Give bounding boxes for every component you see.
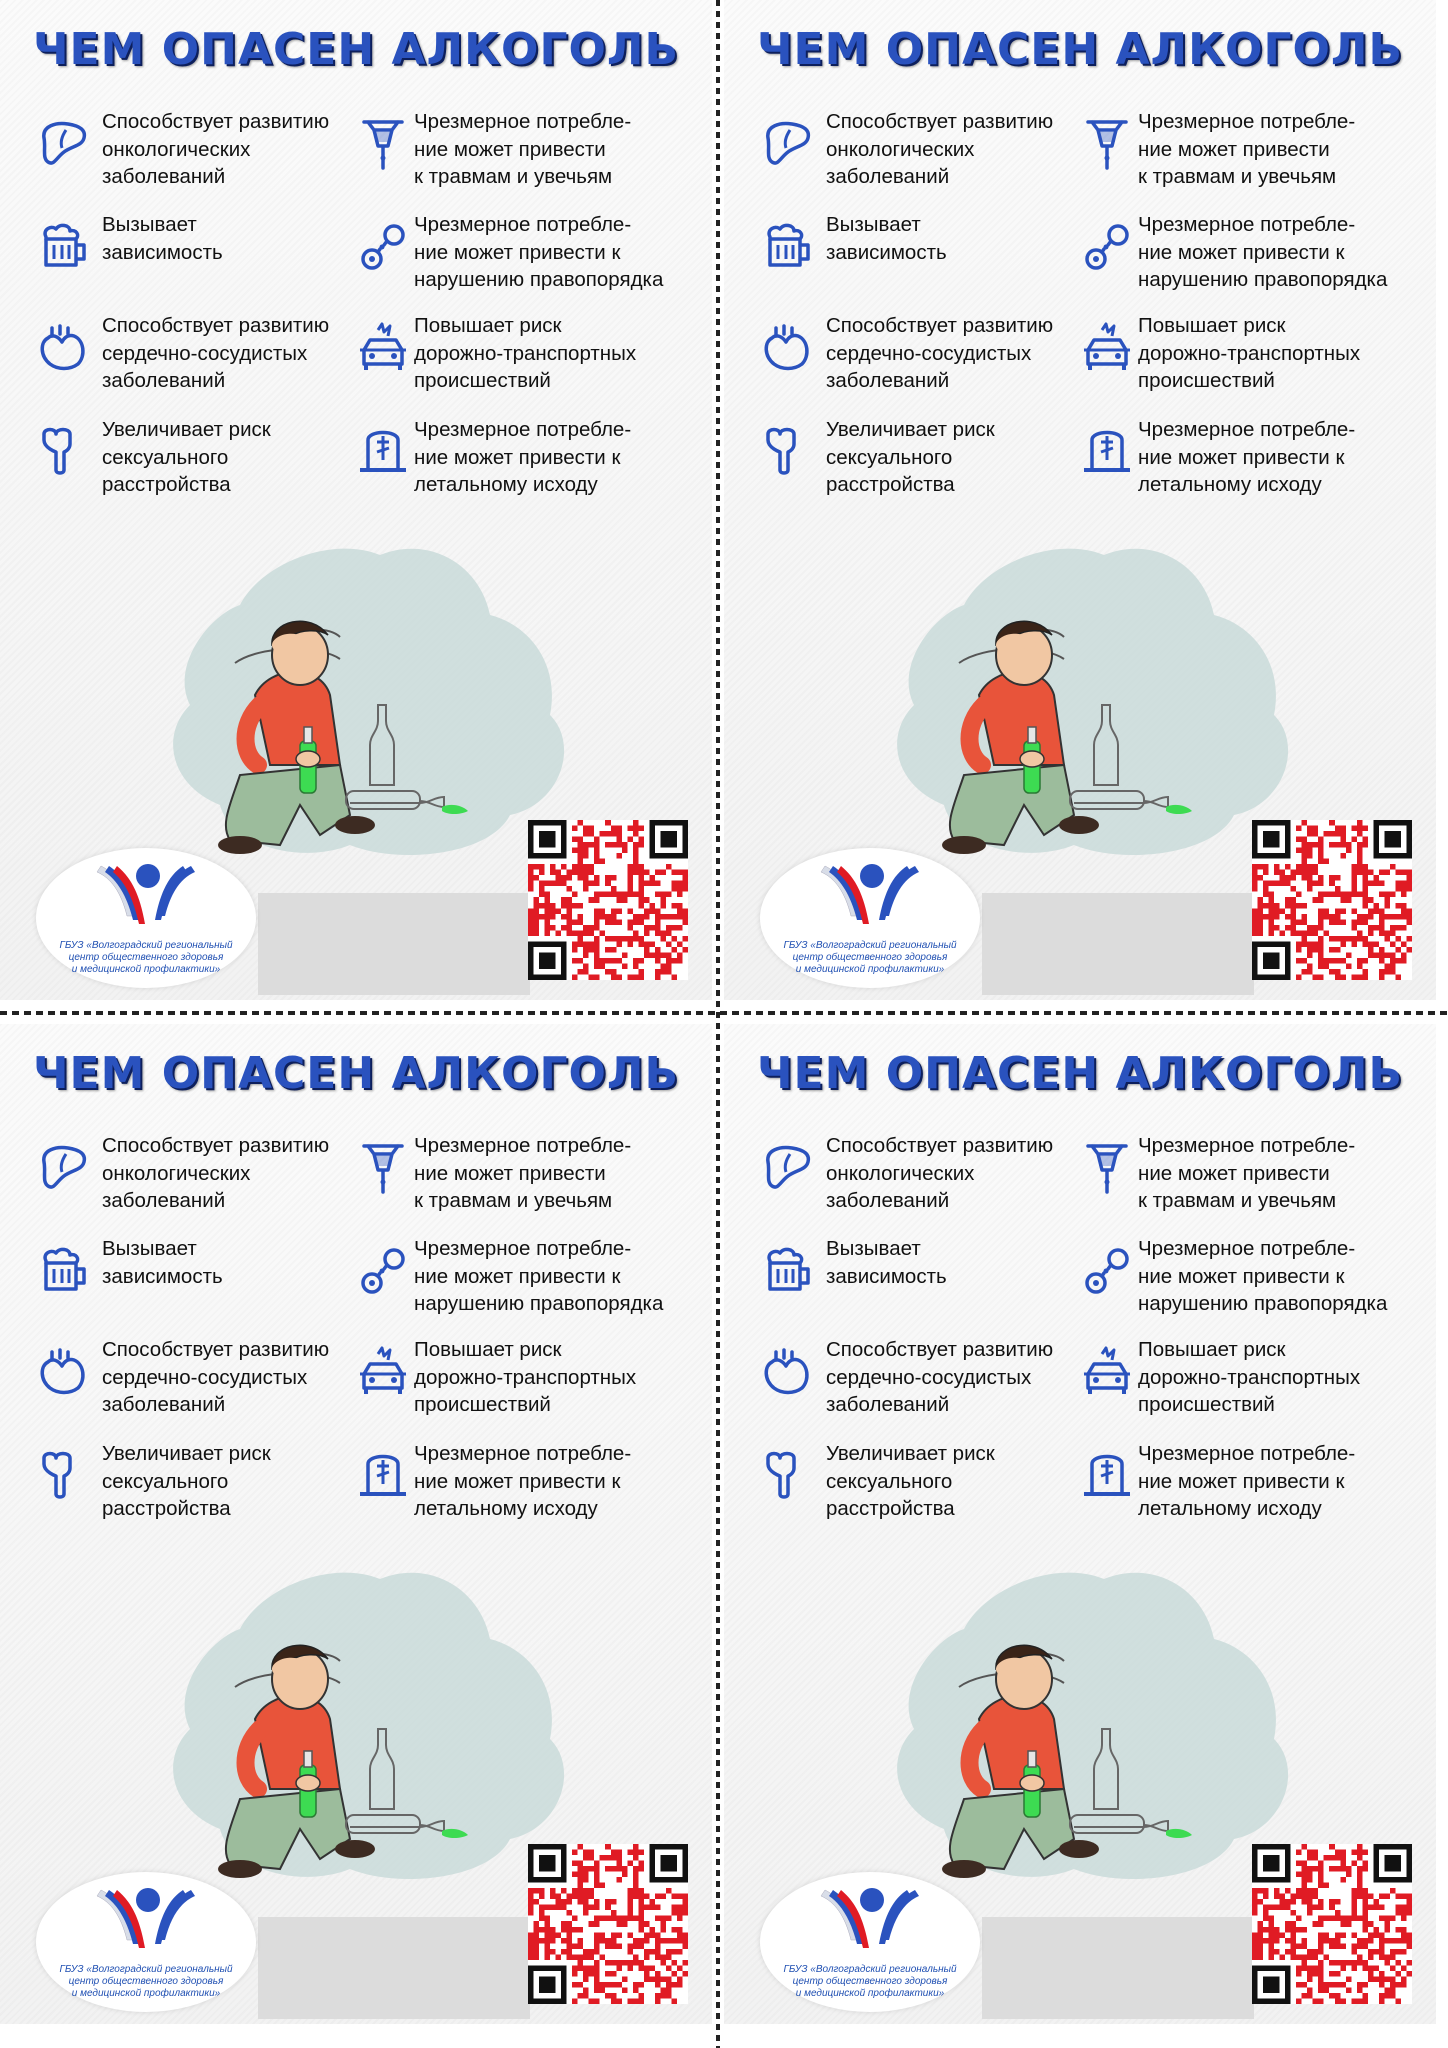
risk-text: Способствует развитию онкологических заболеваний	[102, 1134, 330, 1212]
liver-icon	[36, 116, 90, 170]
risk-text: Вызывает зависимость	[826, 213, 947, 264]
handcuffs-icon	[1080, 219, 1134, 273]
risk-text: Чрезмерное потребле- ние может привести к нарушению правопорядка	[414, 213, 664, 291]
qr-code[interactable]	[528, 820, 688, 980]
blank-area	[258, 893, 530, 995]
risk-text: Чрезмерное потребле- ние может привести к нарушению правопорядка	[1138, 1237, 1388, 1315]
risk-text: Повышает риск дорожно-транспортных происшествий	[414, 314, 637, 392]
risk-text: Повышает риск дорожно-транспортных происшествий	[1138, 1338, 1361, 1416]
card-title: ЧЕМ ОПАСЕН АЛКОГОЛЬ	[757, 1048, 1403, 1099]
male-organ-icon	[36, 1448, 90, 1502]
risk-text: Способствует развитию сердечно-сосудистых заболеваний	[102, 1338, 330, 1416]
logo-mark-icon	[815, 1882, 925, 1962]
risk-text: Чрезмерное потребле- ние может привести к нарушению правопорядка	[414, 1237, 664, 1315]
risk-text: Способствует развитию онкологических заболеваний	[102, 110, 330, 188]
beer-mug-icon	[36, 1243, 90, 1297]
organization-logo	[36, 1872, 256, 2012]
organization-logo	[760, 848, 980, 988]
risk-text: Способствует развитию онкологических заболеваний	[826, 110, 1054, 188]
tombstone-icon	[356, 1448, 410, 1502]
risk-text: Повышает риск дорожно-транспортных происшествий	[414, 1338, 637, 1416]
heart-organ-icon	[760, 320, 814, 374]
liver-icon	[760, 116, 814, 170]
handcuffs-icon	[356, 1243, 410, 1297]
risk-text: Чрезмерное потребле- ние может привести к летальному исходу	[1138, 1442, 1356, 1520]
risk-text: Чрезмерное потребле- ние может привести к травмам и увечьям	[414, 110, 632, 188]
beer-mug-icon	[760, 1243, 814, 1297]
horizontal-cut-line	[0, 1011, 1448, 1015]
risk-list	[760, 1132, 1420, 1542]
card-title: ЧЕМ ОПАСЕН АЛКОГОЛЬ	[33, 24, 679, 75]
blank-area	[982, 893, 1254, 995]
tombstone-icon	[1080, 1448, 1134, 1502]
drunk-man-illustration	[150, 1569, 710, 1889]
risk-text: Вызывает зависимость	[826, 1237, 947, 1288]
leaflet-card	[724, 0, 1436, 1000]
risk-list	[36, 108, 696, 518]
liver-icon	[36, 1140, 90, 1194]
logo-mark-icon	[91, 1882, 201, 1962]
dropper-icon	[356, 1140, 410, 1194]
qr-code[interactable]	[1252, 820, 1412, 980]
male-organ-icon	[760, 424, 814, 478]
risk-text: Вызывает зависимость	[102, 213, 223, 264]
vertical-cut-line	[716, 0, 720, 2048]
handcuffs-icon	[356, 219, 410, 273]
organization-name: ГБУЗ «Волгоградский региональный центр общественного здоровья и медицинской профилактики»	[783, 940, 957, 975]
qr-code[interactable]	[528, 1844, 688, 2004]
heart-organ-icon	[36, 320, 90, 374]
beer-mug-icon	[36, 219, 90, 273]
card-title: ЧЕМ ОПАСЕН АЛКОГОЛЬ	[757, 24, 1403, 75]
blank-area	[982, 1917, 1254, 2019]
organization-name: ГБУЗ «Волгоградский региональный центр общественного здоровья и медицинской профилактики»	[59, 940, 233, 975]
car-crash-icon	[1080, 1344, 1134, 1398]
risk-text: Способствует развитию сердечно-сосудистых заболеваний	[826, 314, 1054, 392]
car-crash-icon	[356, 320, 410, 374]
organization-logo	[760, 1872, 980, 2012]
tombstone-icon	[356, 424, 410, 478]
drunk-man-illustration	[874, 545, 1434, 865]
dropper-icon	[1080, 116, 1134, 170]
risk-text: Способствует развитию онкологических заболеваний	[826, 1134, 1054, 1212]
leaflet-card	[0, 0, 712, 1000]
heart-organ-icon	[36, 1344, 90, 1398]
risk-text: Увеличивает риск сексуального расстройства	[102, 1442, 271, 1520]
handcuffs-icon	[1080, 1243, 1134, 1297]
risk-text: Чрезмерное потребле- ние может привести к нарушению правопорядка	[1138, 213, 1388, 291]
drunk-man-illustration	[150, 545, 710, 865]
liver-icon	[760, 1140, 814, 1194]
beer-mug-icon	[760, 219, 814, 273]
car-crash-icon	[356, 1344, 410, 1398]
leaflet-card	[724, 1024, 1436, 2024]
tombstone-icon	[1080, 424, 1134, 478]
risk-list	[36, 1132, 696, 1542]
logo-mark-icon	[91, 858, 201, 938]
blank-area	[258, 1917, 530, 2019]
heart-organ-icon	[760, 1344, 814, 1398]
organization-name: ГБУЗ «Волгоградский региональный центр общественного здоровья и медицинской профилактики»	[59, 1964, 233, 1999]
drunk-man-illustration	[874, 1569, 1434, 1889]
risk-text: Увеличивает риск сексуального расстройства	[826, 418, 995, 496]
risk-text: Чрезмерное потребле- ние может привести к летальному исходу	[414, 1442, 632, 1520]
male-organ-icon	[760, 1448, 814, 1502]
risk-text: Повышает риск дорожно-транспортных происшествий	[1138, 314, 1361, 392]
leaflet-card	[0, 1024, 712, 2024]
risk-text: Увеличивает риск сексуального расстройства	[826, 1442, 995, 1520]
qr-code[interactable]	[1252, 1844, 1412, 2004]
logo-mark-icon	[815, 858, 925, 938]
risk-text: Способствует развитию сердечно-сосудистых заболеваний	[102, 314, 330, 392]
risk-text: Вызывает зависимость	[102, 1237, 223, 1288]
risk-text: Чрезмерное потребле- ние может привести к травмам и увечьям	[414, 1134, 632, 1212]
risk-text: Увеличивает риск сексуального расстройства	[102, 418, 271, 496]
risk-text: Способствует развитию сердечно-сосудистых заболеваний	[826, 1338, 1054, 1416]
dropper-icon	[1080, 1140, 1134, 1194]
risk-text: Чрезмерное потребле- ние может привести к летальному исходу	[414, 418, 632, 496]
organization-name: ГБУЗ «Волгоградский региональный центр общественного здоровья и медицинской профилактики»	[783, 1964, 957, 1999]
male-organ-icon	[36, 424, 90, 478]
risk-list	[760, 108, 1420, 518]
risk-text: Чрезмерное потребле- ние может привести к травмам и увечьям	[1138, 1134, 1356, 1212]
card-title: ЧЕМ ОПАСЕН АЛКОГОЛЬ	[33, 1048, 679, 1099]
organization-logo	[36, 848, 256, 988]
dropper-icon	[356, 116, 410, 170]
risk-text: Чрезмерное потребле- ние может привести к травмам и увечьям	[1138, 110, 1356, 188]
car-crash-icon	[1080, 320, 1134, 374]
risk-text: Чрезмерное потребле- ние может привести к летальному исходу	[1138, 418, 1356, 496]
